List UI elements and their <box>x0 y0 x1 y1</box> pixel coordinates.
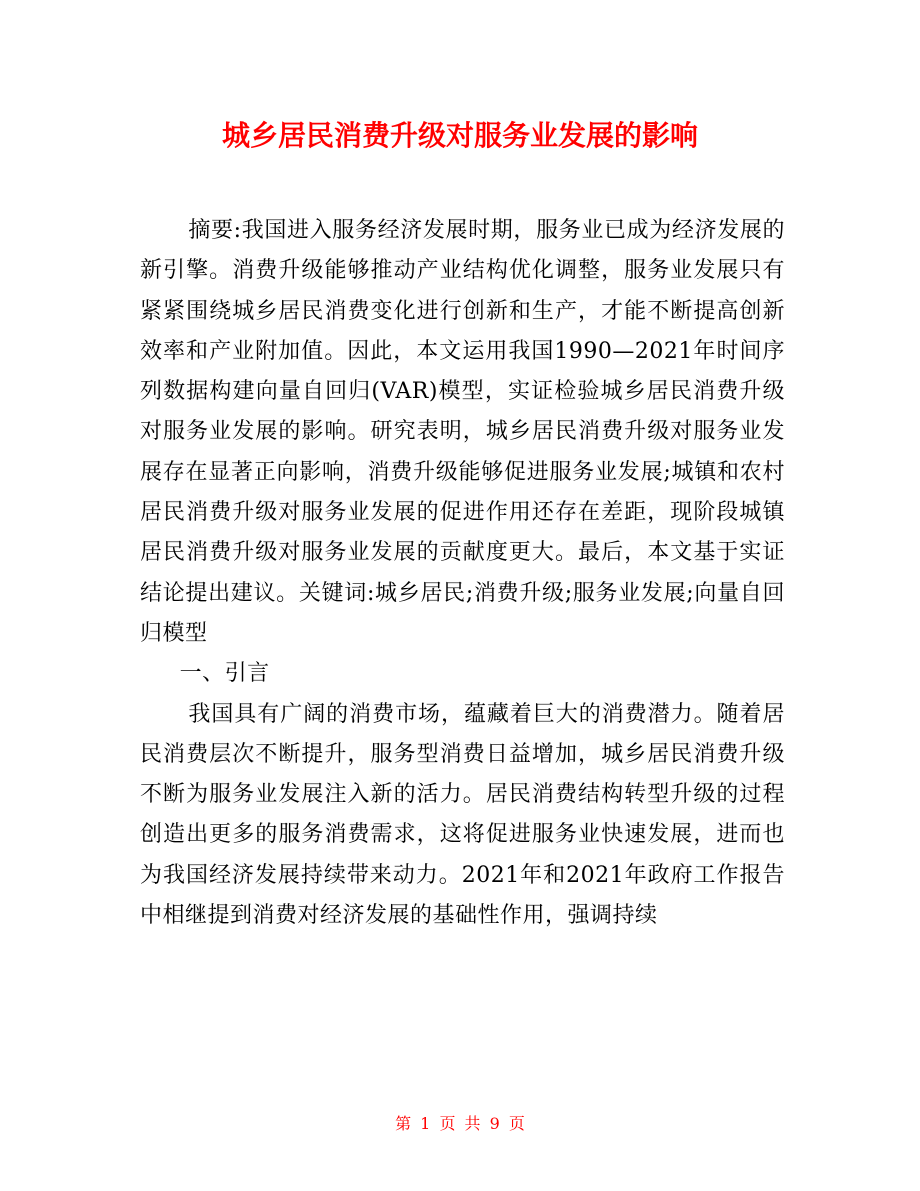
section-heading-introduction: 一、引言 <box>179 661 270 687</box>
introduction-paragraph: 我国具有广阔的消费市场，蕴藏着巨大的消费潜力。随着居民消费层次不断提升，服务型消费日益增加，城乡居民消费升级不断为服务业发展注入新的活力。居民消费结构转型升级的过程创造出更多的服务消费需求，这将促进服务业快速发展，进而也为我国经济发展持续带来动力。2021年和2021年政府工作报告中相继提到消费对经济发展的基础性作用，强调持续 <box>140 701 785 929</box>
document-body <box>140 211 785 936</box>
document-title: 城乡居民消费升级对服务业发展的影响 <box>221 119 698 152</box>
abstract-paragraph: 摘要:我国进入服务经济发展时期，服务业已成为经济发展的新引擎。消费升级能够推动产业结构优化调整，服务业发展只有紧紧围绕城乡居民消费变化进行创新和生产，才能不断提高创新效率和产业附加值。因此，本文运用我国1990—2021年时间序列数据构建向量自回归(VAR)模型，实证检验城乡居民消费升级对服务业发展的影响。研究表明，城乡居民消费升级对服务业发展存在显著正向影响，消费升级能够促进服务业发展;城镇和农村居民消费升级对服务业发展的促进作用还存在差距，现阶段城镇居民消费升级对服务业发展的贡献度更大。最后，本文基于实证结论提出建议。关键词:城乡居民;消费升级;服务业发展;向量自回归模型 <box>140 218 785 646</box>
page-number-footer: 第 1 页 共 9 页 <box>395 1114 525 1133</box>
